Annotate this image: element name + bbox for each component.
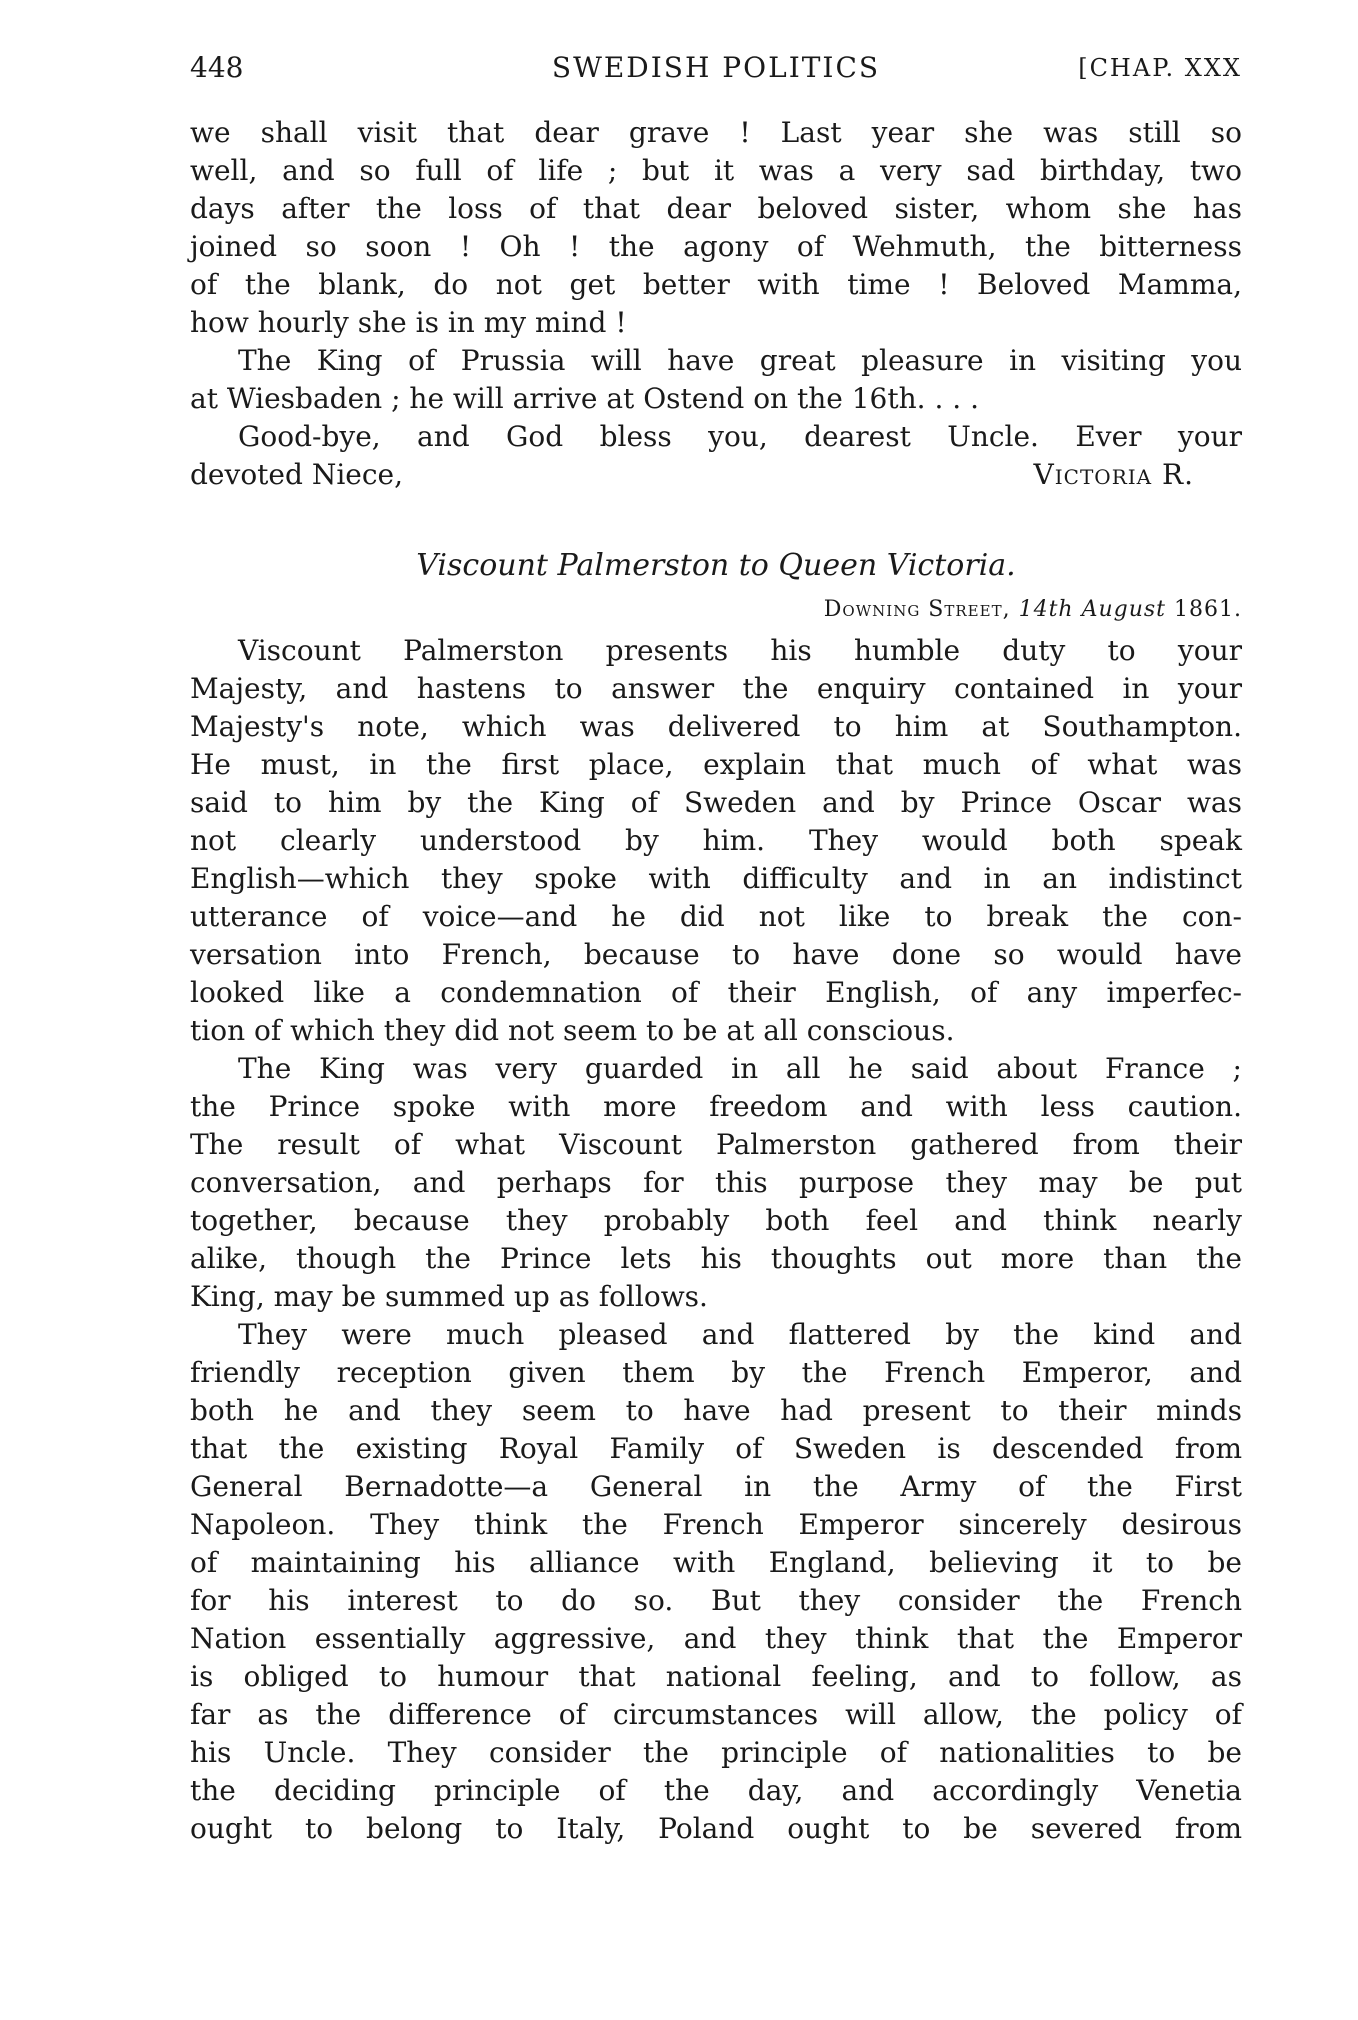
- text-line: looked like a condemnation of their English, of any imperfec-: [190, 976, 1242, 1009]
- text-line: General Bernadotte—a General in the Army of the First: [190, 1470, 1242, 1503]
- text-line: Good-bye, and God bless you, dearest Uncle. Ever your: [238, 420, 1242, 453]
- dateline: [190, 594, 1242, 626]
- text-line: his Uncle. They consider the principle of nationalities to be: [190, 1736, 1242, 1769]
- year: 1861.: [1174, 597, 1242, 622]
- text-line: well, and so full of life ; but it was a very sad birthday, two: [190, 154, 1242, 187]
- text-line: The King was very guarded in all he said about France ;: [238, 1052, 1242, 1085]
- text-line: together, because they probably both feel and think nearly: [190, 1204, 1242, 1237]
- date: 14th August: [1018, 597, 1167, 622]
- text-line: Majesty's note, which was delivered to him at Southampton.: [190, 710, 1242, 743]
- text-line: how hourly she is in my mind !: [190, 306, 627, 339]
- signature: Victoria R.: [1033, 458, 1194, 491]
- text-line: versation into French, because to have done so would have: [190, 938, 1242, 971]
- text-line: is obliged to humour that national feeling, and to follow, as: [190, 1660, 1242, 1693]
- closing: devoted Niece,: [190, 458, 403, 491]
- text-line: Viscount Palmerston presents his humble duty to your: [238, 634, 1242, 667]
- text-line: both he and they seem to have had present to their minds: [190, 1394, 1242, 1427]
- text-line: at Wiesbaden ; he will arrive at Ostend on the 16th. . . .: [190, 382, 979, 415]
- text-line: Nation essentially aggressive, and they think that the Emperor: [190, 1622, 1242, 1655]
- page-number: 448: [190, 51, 244, 84]
- text-line: ought to belong to Italy, Poland ought to be severed from: [190, 1812, 1242, 1845]
- text-line: not clearly understood by him. They would both speak: [190, 824, 1242, 857]
- text-line: joined so soon ! Oh ! the agony of Wehmuth, the bitterness: [190, 230, 1242, 263]
- text-line: we shall visit that dear grave ! Last year she was still so: [190, 116, 1242, 149]
- text-line: for his interest to do so. But they consider the French: [190, 1584, 1242, 1617]
- text-line: King, may be summed up as follows.: [190, 1280, 708, 1313]
- text-line: Napoleon. They think the French Emperor sincerely desirous: [190, 1508, 1242, 1541]
- text-line: They were much pleased and flattered by the kind and: [238, 1318, 1242, 1351]
- chapter-marker: [CHAP. XXX: [1078, 54, 1242, 82]
- text-line: days after the loss of that dear beloved sister, whom she has: [190, 192, 1242, 225]
- text-line: Majesty, and hastens to answer the enquiry contained in your: [190, 672, 1242, 705]
- text-line: utterance of voice—and he did not like to break the con-: [190, 900, 1242, 933]
- letter-victoria-continued: [190, 114, 1242, 494]
- text-line: of maintaining his alliance with England, believing it to be: [190, 1546, 1242, 1579]
- letter-palmerston: [190, 632, 1242, 1848]
- running-title: SWEDISH POLITICS: [551, 51, 881, 84]
- text-line: that the existing Royal Family of Sweden is descended from: [190, 1432, 1242, 1465]
- text-line: said to him by the King of Sweden and by Prince Oscar was: [190, 786, 1242, 819]
- text-line: The King of Prussia will have great pleasure in visiting you: [238, 344, 1242, 377]
- text-line: the Prince spoke with more freedom and with less caution.: [190, 1090, 1242, 1123]
- text-line: of the blank, do not get better with time ! Beloved Mamma,: [190, 268, 1242, 301]
- text-line: conversation, and perhaps for this purpose they may be put: [190, 1166, 1242, 1199]
- text-line: far as the difference of circumstances will allow, the policy of: [190, 1698, 1242, 1731]
- text-line: friendly reception given them by the French Emperor, and: [190, 1356, 1242, 1389]
- text-line: alike, though the Prince lets his thoughts out more than the: [190, 1242, 1242, 1275]
- text-line: the deciding principle of the day, and accordingly Venetia: [190, 1774, 1242, 1807]
- text-line: The result of what Viscount Palmerston gathered from their: [190, 1128, 1242, 1161]
- text-line: tion of which they did not seem to be at all conscious.: [190, 1014, 955, 1047]
- text-line: English—which they spoke with difficulty and in an indistinct: [190, 862, 1242, 895]
- place: Downing Street,: [823, 597, 1011, 622]
- closing-line: [190, 456, 1242, 494]
- letter-heading: Viscount Palmerston to Queen Victoria.: [416, 548, 1016, 583]
- running-header: [190, 48, 1242, 88]
- text-line: He must, in the first place, explain that much of what was: [190, 748, 1242, 781]
